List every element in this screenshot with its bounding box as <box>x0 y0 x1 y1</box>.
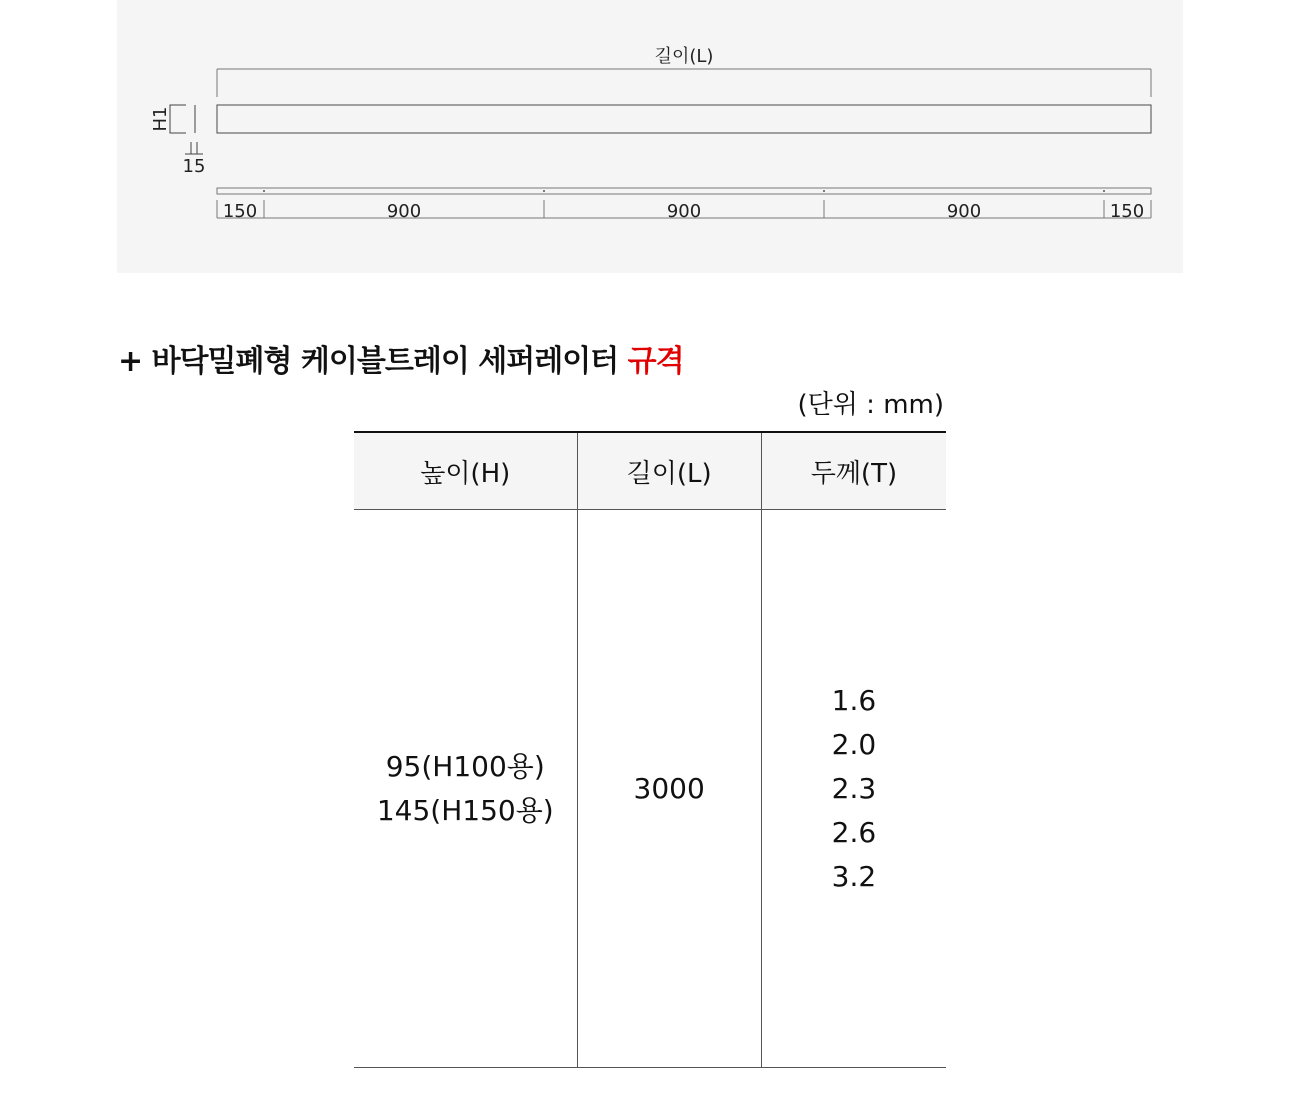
unit-note: (단위 : mm) <box>797 390 944 420</box>
hole-mark <box>823 190 825 192</box>
thickness-value: 1.6 <box>831 683 877 717</box>
separator-drawing <box>117 0 1183 273</box>
table-header-row <box>354 432 946 510</box>
height-value: 145(H150용) <box>376 793 554 827</box>
cell-length <box>577 510 761 1068</box>
header-height: 높이(H) <box>354 432 577 510</box>
height-value: 95(H100용) <box>385 749 545 783</box>
cell-thickness <box>761 510 946 1068</box>
profile-bracket <box>170 105 186 133</box>
segment-label-1: 150 <box>222 201 258 222</box>
hole-mark <box>263 190 265 192</box>
table-row <box>354 510 946 1068</box>
hole-mark <box>1103 190 1105 192</box>
section-title-text: + 바닥밀폐형 케이블트레이 세퍼레이터 <box>118 344 628 379</box>
section-title <box>118 336 684 380</box>
length-label: 길이(L) <box>654 46 714 67</box>
segment-label-2: 900 <box>386 201 422 222</box>
height-label: H1 <box>150 106 171 132</box>
dimension-diagram <box>117 0 1183 273</box>
hole-mark <box>543 190 545 192</box>
cell-height <box>354 510 577 1068</box>
thickness-value: 2.3 <box>831 771 877 805</box>
segment-label-3: 900 <box>666 201 702 222</box>
thickness-value: 2.0 <box>831 727 877 761</box>
length-value: 3000 <box>633 771 705 805</box>
gap-label: 15 <box>182 156 206 177</box>
separator-plan-strip <box>217 188 1151 194</box>
header-thickness: 두께(T) <box>761 432 946 510</box>
segment-label-4: 900 <box>946 201 982 222</box>
segment-label-5: 150 <box>1109 201 1145 222</box>
thickness-value: 2.6 <box>831 815 877 849</box>
header-length: 길이(L) <box>577 432 761 510</box>
thickness-value: 3.2 <box>831 859 877 893</box>
section-title-accent: 규격 <box>627 344 684 379</box>
separator-side-view <box>217 105 1151 133</box>
spec-table <box>354 431 946 1068</box>
